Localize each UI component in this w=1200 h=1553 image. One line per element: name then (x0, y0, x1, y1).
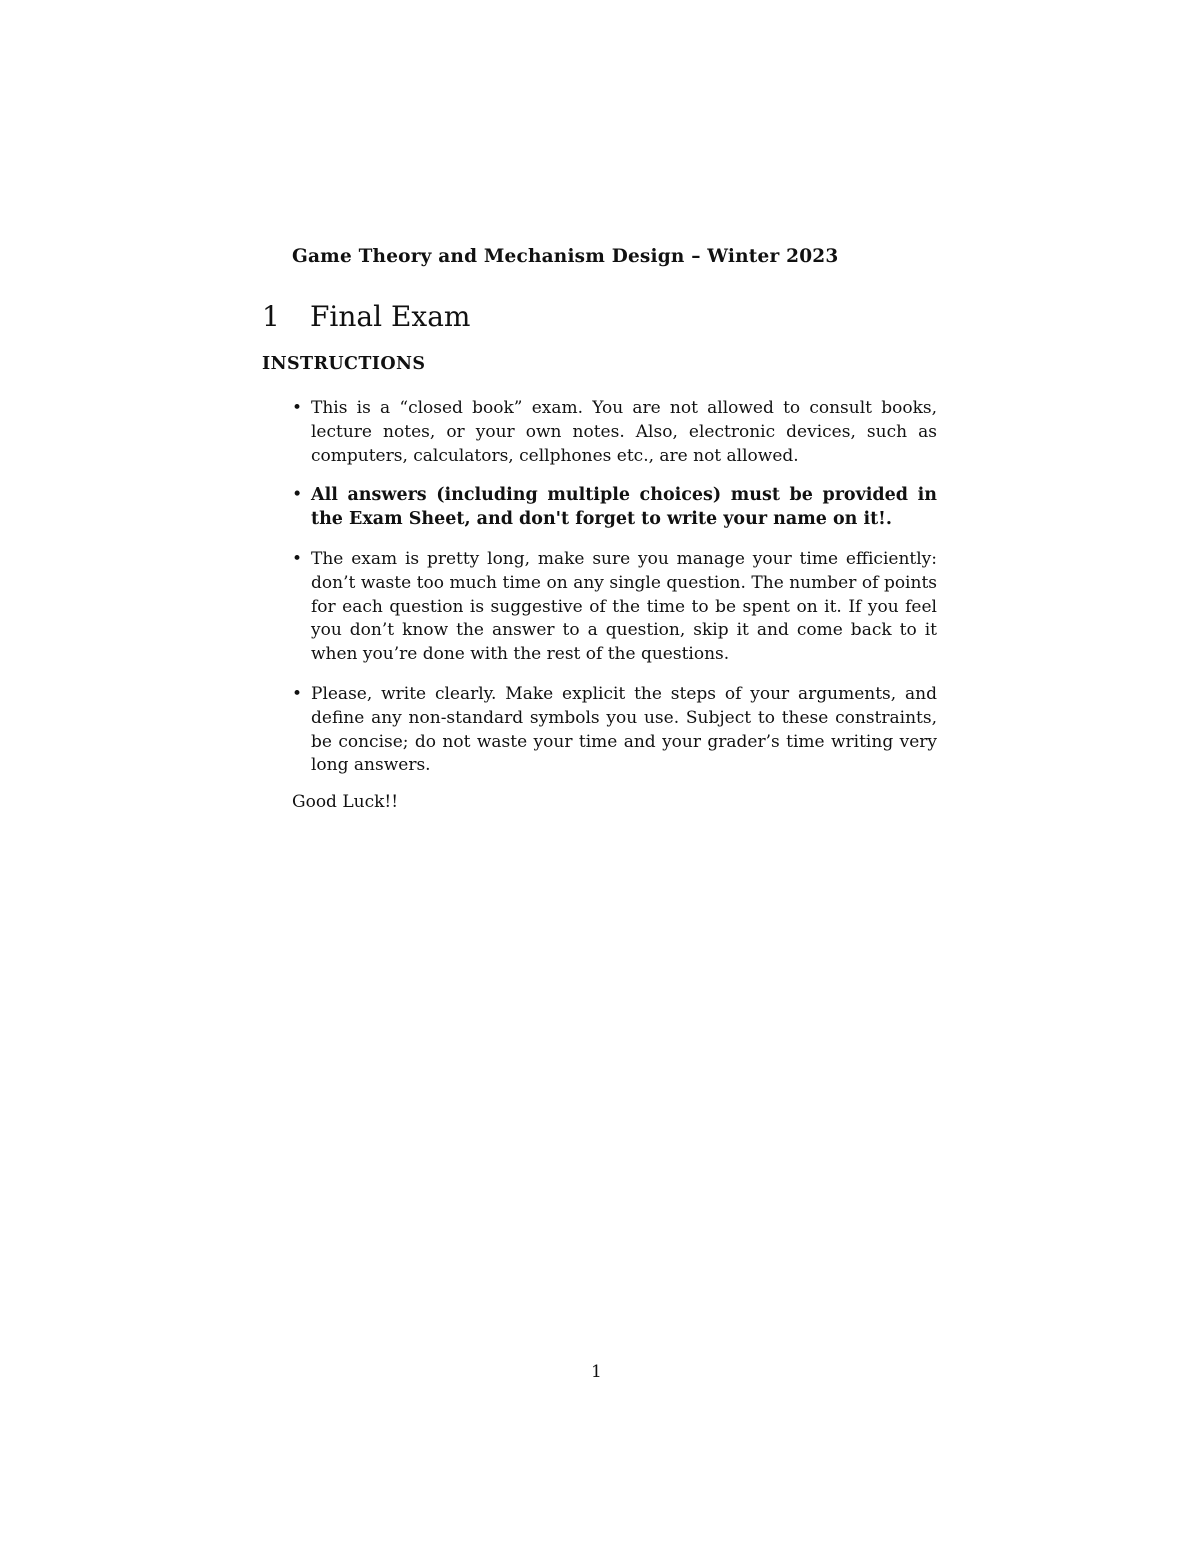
section-number: 1 (262, 300, 280, 333)
section-title: Final Exam (310, 300, 471, 333)
instruction-text: This is a “closed book” exam. You are not allowed to consult books, lecture notes, or your own notes. Also, electronic devices, such as computers, calculators, cellphones etc., are not allowed. (311, 398, 937, 466)
bullet-icon: • (292, 548, 303, 569)
bullet-icon: • (292, 683, 303, 704)
instruction-item-exam-sheet (292, 484, 937, 532)
closing-note: Good Luck!! (292, 792, 399, 812)
instruction-text: The exam is pretty long, make sure you manage your time efficiently: don’t waste too much time on any single question. The number of points for each question is suggestive of the time to be spent on it. If you feel you don’t know the answer to a question, skip it and come back to it when you’re done with the rest of the questions. (311, 548, 937, 665)
instruction-item-write-clearly (292, 683, 937, 778)
instruction-text: Please, write clearly. Make explicit the steps of your arguments, and define any non-standard symbols you use. Subject to these constraints, be concise; do not waste your time and your grader’s time writing very long answers. (311, 683, 937, 776)
instruction-item-closed-book (292, 397, 937, 468)
bullet-icon: • (292, 485, 303, 506)
instructions-label: INSTRUCTIONS (262, 354, 426, 374)
course-title: Game Theory and Mechanism Design – Winter 2023 (292, 246, 839, 267)
instruction-item-time-management (292, 548, 937, 667)
instructions-list (292, 397, 937, 794)
section-heading (262, 300, 470, 333)
instruction-text: All answers (including multiple choices) must be provided in the Exam Sheet, and don't forget to write your name on it!. (311, 485, 937, 530)
page-number: 1 (591, 1362, 602, 1382)
bullet-icon: • (292, 398, 303, 418)
